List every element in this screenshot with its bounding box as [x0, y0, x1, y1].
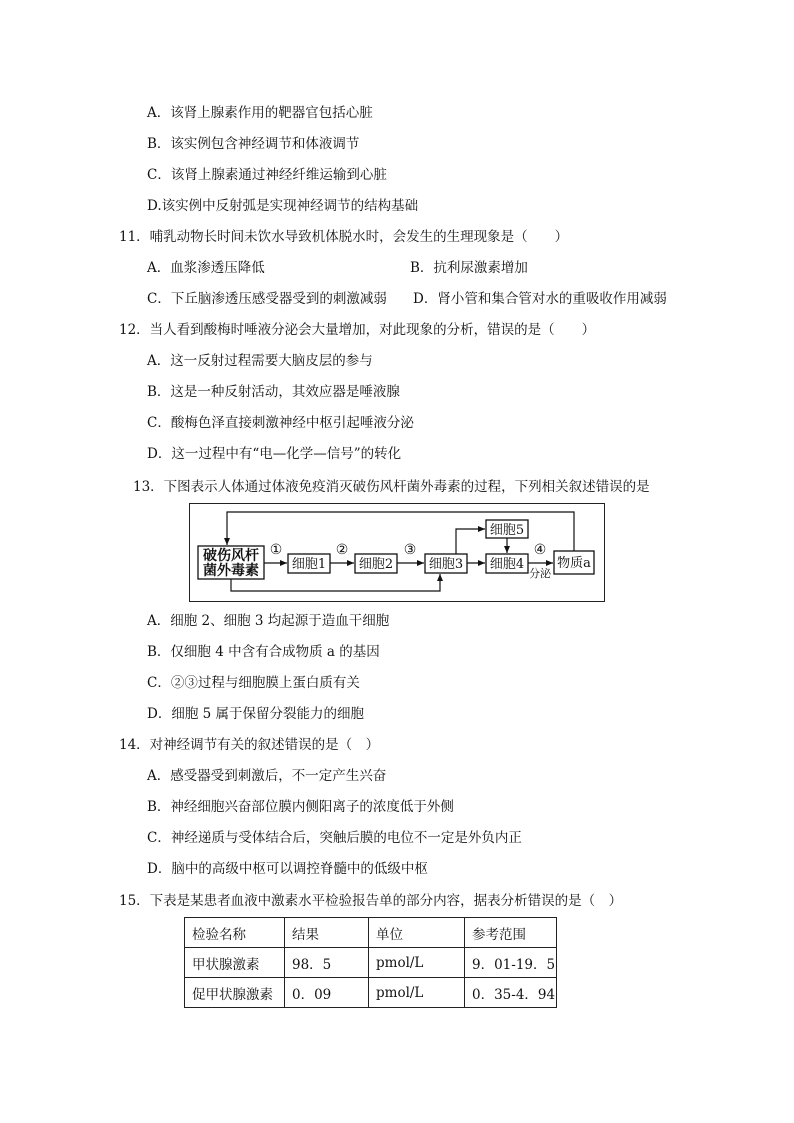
step2-label: ②	[335, 542, 349, 558]
secrete-label: 分泌	[529, 567, 551, 580]
table-cell: 9．01-19．5	[465, 948, 557, 978]
table-cell: 促甲状腺激素	[185, 978, 285, 1008]
q12-option-b: B．这是一种反射活动，其效应器是唾液腺	[147, 384, 400, 400]
q13-option-d: D．细胞 5 属于保留分裂能力的细胞	[147, 706, 364, 722]
q14-option-d: D．脑中的高级中枢可以调控脊髓中的低级中枢	[147, 861, 428, 877]
table-cell: 0．35-4．94	[465, 978, 557, 1008]
q13-option-b: B．仅细胞 4 中含有合成物质 a 的基因	[147, 644, 380, 660]
q12-stem: 12．当人看到酸梅时唾液分泌会大量增加，对此现象的分析，错误的是（ ）	[119, 322, 596, 338]
cell2-label: 细胞2	[358, 557, 394, 572]
q10-option-d: D.该实例中反射弧是实现神经调节的结构基础	[147, 198, 419, 214]
q14-option-b: B．神经细胞兴奋部位膜内侧阳离子的浓度低于外侧	[147, 799, 454, 815]
q13-option-a: A．细胞 2、细胞 3 均起源于造血干细胞	[147, 613, 390, 629]
toxin-label-line1: 破伤风杆	[203, 548, 259, 564]
q14-option-a: A．感受器受到刺激后，不一定产生兴奋	[147, 768, 387, 784]
table-header-cell: 单位	[369, 918, 465, 948]
q11-option-c: C．下丘脑渗透压感受器受到的刺激减弱	[147, 291, 387, 307]
toxin-label-line2: 菌外毒素	[203, 563, 259, 579]
q12-option-a: A．这一反射过程需要大脑皮层的参与	[147, 353, 373, 369]
q14-stem: 14．对神经调节有关的叙述错误的是（ ）	[119, 737, 380, 753]
table-cell: 98．5	[285, 948, 369, 978]
table-cell: pmol/L	[369, 978, 465, 1008]
q11-option-a: A．血浆渗透压降低	[147, 260, 265, 276]
q12-option-d: D．这一过程中有“电—化学—信号”的转化	[147, 446, 402, 462]
arrow-cell3-cell5	[456, 529, 485, 554]
cell4-label: 细胞4	[489, 557, 525, 572]
table-header-cell: 参考范围	[465, 918, 557, 948]
cell3-label: 细胞3	[428, 557, 464, 572]
substance-a-label: 物质a	[557, 556, 591, 571]
q13-option-c: C．②③过程与细胞膜上蛋白质有关	[147, 675, 360, 691]
table-row	[185, 978, 557, 1008]
table-header-cell: 检验名称	[185, 918, 285, 948]
q11-option-d: D．肾小管和集合管对水的重吸收作用减弱	[413, 291, 667, 307]
table-cell: 甲状腺激素	[185, 948, 285, 978]
q11-option-b: B．抗利尿激素增加	[410, 260, 528, 276]
table-cell: pmol/L	[369, 948, 465, 978]
table-header-cell: 结果	[285, 918, 369, 948]
hormone-report-table	[184, 917, 557, 1008]
table-row	[185, 948, 557, 978]
step4-label: ④	[533, 542, 547, 558]
q12-option-c: C．酸梅色泽直接刺激神经中枢引起唾液分泌	[147, 415, 414, 431]
immune-process-diagram	[189, 503, 605, 602]
table-cell: 0．09	[285, 978, 369, 1008]
cell1-label: 细胞1	[291, 557, 327, 572]
q10-option-a: A．该肾上腺素作用的靶器官包括心脏	[147, 105, 373, 121]
step3-label: ③	[403, 542, 417, 558]
arrow-toxin-cell3-bottom	[231, 574, 440, 591]
q13-stem: 13．下图表示人体通过体液免疫消灭破伤风杆菌外毒素的过程，下列相关叙述错误的是	[133, 479, 650, 495]
table-header-row	[185, 918, 557, 948]
q15-stem: 15．下表是某患者血液中激素水平检验报告单的部分内容，据表分析错误的是（ ）	[119, 893, 623, 909]
q10-option-b: B．该实例包含神经调节和体液调节	[147, 136, 360, 152]
q14-option-c: C．神经递质与受体结合后，突触后膜的电位不一定是外负内正	[147, 830, 522, 846]
q10-option-c: C．该肾上腺素通过神经纤维运输到心脏	[147, 167, 387, 183]
cell5-label: 细胞5	[489, 523, 525, 538]
q11-stem: 11．哺乳动物长时间未饮水导致机体脱水时，会发生的生理现象是（ ）	[119, 229, 569, 245]
step1-label: ①	[269, 542, 283, 558]
